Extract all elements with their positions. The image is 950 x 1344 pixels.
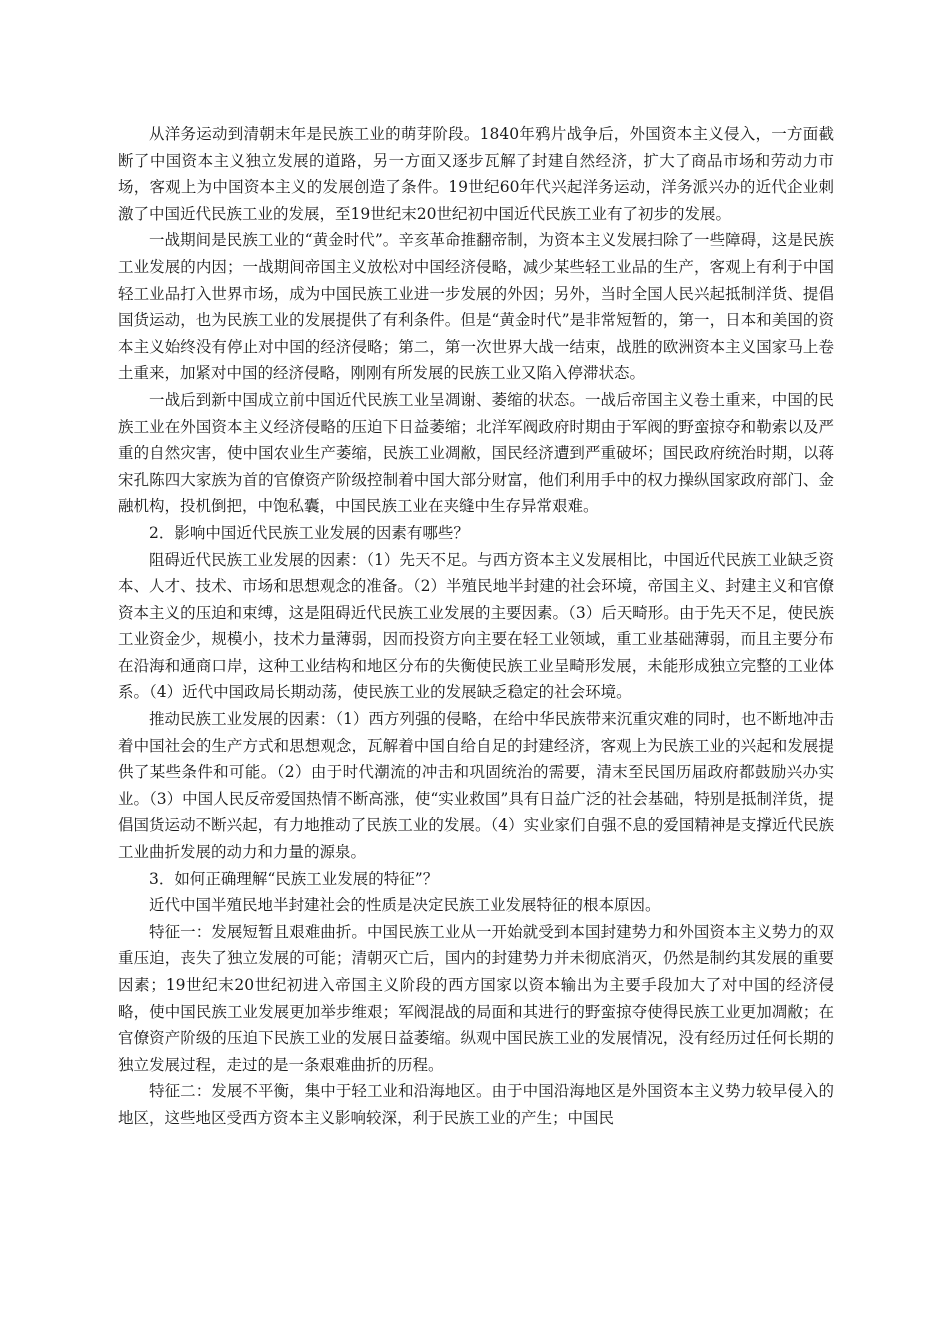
paragraph-decline-stage: 一战后到新中国成立前中国近代民族工业呈凋谢、萎缩的状态。一战后帝国主义卷土重来，中国的民族工业在外国资本主义经济侵略的压迫下日益萎缩；北洋军阀政府时期由于军阀的野蛮掠夺和勒索以及严重的自然灾害，使中国农业生产萎缩，民族工业凋敝，国民经济遭到严重破坏；国民政府统治时期，以蒋宋孔陈四大家族为首的官僚资产阶级控制着中国大部分财富，他们利用手中的权力操纵国家政府部门、金融机构，投机倒把，中饱私囊，中国民族工业在夹缝中生存异常艰难。	[118, 390, 834, 516]
document-body	[118, 121, 834, 1132]
paragraph-golden-age: 一战期间是民族工业的“黄金时代”。辛亥革命推翻帝制，为资本主义发展扫除了一些障碍，这是民族工业发展的内因；一战期间帝国主义放松对中国经济侵略，减少某些轻工业品的生产，客观上有利于中国轻工业品打入世界市场，成为中国民族工业进一步发展的外因；另外，当时全国人民兴起抵制洋货、提倡国货运动，也为民族工业的发展提供了有利条件。但是“黄金时代”是非常短暂的，第一，日本和美国的资本主义始终没有停止对中国的经济侵略；第二，第一次世界大战一结束，战胜的欧洲资本主义国家马上卷土重来，加紧对中国的经济侵略，刚刚有所发展的民族工业又陷入停滞状态。	[118, 231, 834, 383]
paragraph-feature-two: 特征二：发展不平衡，集中于轻工业和沿海地区。由于中国沿海地区是外国资本主义势力较早侵入的地区，这些地区受西方资本主义影响较深，利于民族工业的产生；中国民	[118, 1082, 834, 1127]
question-2-heading: 2．影响中国近代民族工业发展的因素有哪些？	[149, 523, 469, 542]
paragraph-feature-one: 特征一：发展短暂且艰难曲折。中国民族工业从一开始就受到本国封建势力和外国资本主义势力的双重压迫，丧失了独立发展的可能；清朝灭亡后，国内的封建势力并未彻底消灭，仍然是制约其发展的重要因素；19世纪末20世纪初进入帝国主义阶段的西方国家以资本输出为主要手段加大了对中国的经济侵略，使中国民族工业发展更加举步维艰；军阀混战的局面和其进行的野蛮掠夺使得民族工业更加凋敝；在官僚资产阶级的压迫下民族工业的发展日益萎缩。纵观中国民族工业的发展情况，没有经历过任何长期的独立发展过程，走过的是一条艰难曲折的历程。	[118, 922, 834, 1074]
paragraph-promoting-factors: 推动民族工业发展的因素：（1）西方列强的侵略，在给中华民族带来沉重灾难的同时，也不断地冲击着中国社会的生产方式和思想观念，瓦解着中国自给自足的封建经济，客观上为民族工业的兴起和发展提供了某些条件和可能。（2）由于时代潮流的冲击和巩固统治的需要，清末至民国历届政府都鼓励兴办实业。（3）中国人民反帝爱国热情不断高涨，使“实业救国”具有日益广泛的社会基础，特别是抵制洋货，提倡国货运动不断兴起，有力地推动了民族工业的发展。（4）实业家们自强不息的爱国精神是支撑近代民族工业曲折发展的动力和力量的源泉。	[118, 710, 834, 862]
question-3-heading: 3．如何正确理解“民族工业发展的特征”？	[149, 869, 439, 888]
paragraph-root-cause: 近代中国半殖民地半封建社会的性质是决定民族工业发展特征的根本原因。	[149, 896, 661, 915]
paragraph-hindering-factors: 阻碍近代民族工业发展的因素：（1）先天不足。与西方资本主义发展相比，中国近代民族工业缺乏资本、人才、技术、市场和思想观念的准备。（2）半殖民地半封建的社会环境，帝国主义、封建主义和官僚资本主义的压迫和束缚，这是阻碍近代民族工业发展的主要因素。（3）后天畸形。由于先天不足，使民族工业资金少，规模小，技术力量薄弱，因而投资方向主要在轻工业领域，重工业基础薄弱，而且主要分布在沿海和通商口岸，这种工业结构和地区分布的失衡使民族工业呈畸形发展，未能形成独立完整的工业体系。（4）近代中国政局长期动荡，使民族工业的发展缺乏稳定的社会环境。	[118, 550, 834, 702]
paragraph-sprouting-stage: 从洋务运动到清朝末年是民族工业的萌芽阶段。1840年鸦片战争后，外国资本主义侵入，一方面截断了中国资本主义独立发展的道路，另一方面又逐步瓦解了封建自然经济，扩大了商品市场和劳动力市场，客观上为中国资本主义的发展创造了条件。19世纪60年代兴起洋务运动，洋务派兴办的近代企业刺激了中国近代民族工业的发展，至19世纪末20世纪初中国近代民族工业有了初步的发展。	[118, 125, 834, 223]
